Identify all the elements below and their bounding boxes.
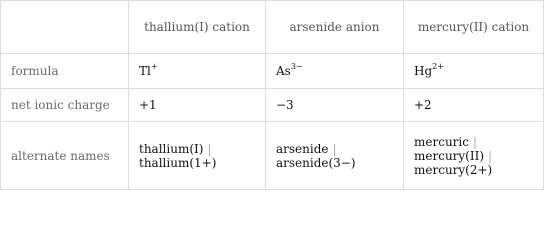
row-label-charge: net ionic charge bbox=[1, 89, 129, 122]
charge-cell-thallium: +1 bbox=[129, 89, 266, 122]
header-row bbox=[1, 1, 544, 54]
separator: | bbox=[472, 134, 478, 149]
formula-cell-thallium: Tl+ bbox=[129, 54, 266, 89]
table-row-charge bbox=[1, 89, 544, 122]
charge-cell-mercury: +2 bbox=[404, 89, 544, 122]
separator: | bbox=[207, 141, 212, 156]
corner-cell bbox=[1, 1, 129, 54]
table-row-formula bbox=[1, 54, 544, 89]
row-label-names: alternate names bbox=[1, 122, 129, 190]
formula-cell-arsenide: $As^{3-}$ bbox=[266, 54, 404, 89]
column-header-mercury: mercury(II) cation bbox=[404, 1, 544, 54]
separator: | bbox=[488, 148, 493, 163]
formula-cell-mercury: $Hg^{2+}$ bbox=[404, 54, 544, 89]
names-cell-thallium: thallium(I) | thallium(1+) bbox=[129, 122, 266, 190]
column-header-arsenide: arsenide anion bbox=[266, 1, 404, 54]
names-cell-mercury: mercuric | mercury(II) | mercury(2+) bbox=[404, 122, 544, 190]
row-label-formula: formula bbox=[1, 54, 129, 89]
column-header-thallium: thallium(I) cation bbox=[129, 1, 266, 54]
charge-cell-arsenide: −3 bbox=[266, 89, 404, 122]
names-cell-arsenide: arsenide | arsenide(3−) bbox=[266, 122, 404, 190]
table-row-names bbox=[1, 122, 544, 190]
separator: | bbox=[332, 141, 337, 156]
